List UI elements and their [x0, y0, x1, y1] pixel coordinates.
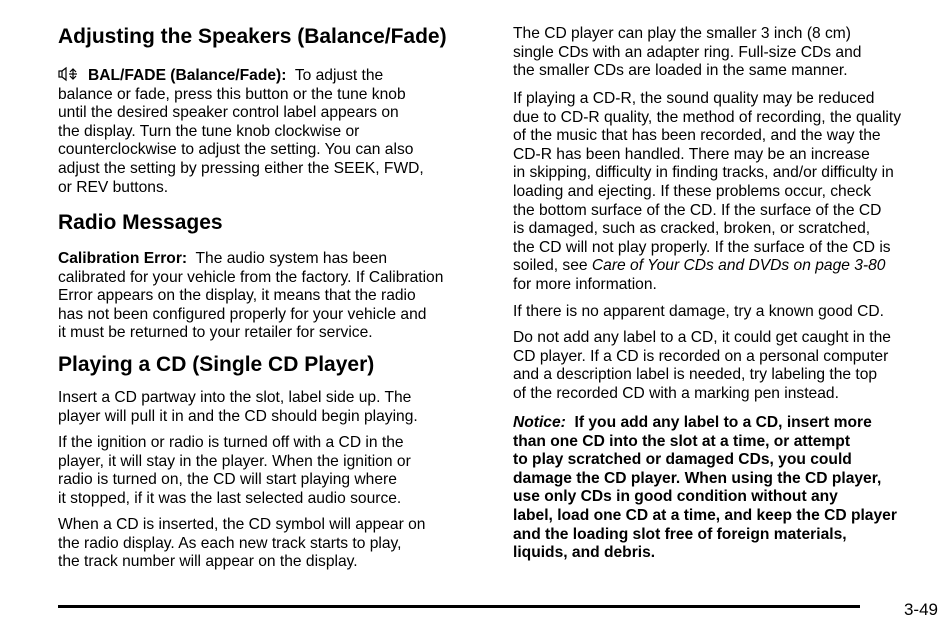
- cd-r-paragraph: If playing a CD-R, the sound quality may be reduced due to CD-R quality, the method of recording, the quality of the music that has been recorded, and the way the CD-R has been handled. There may be an increase in skipping, difficulty in finding tracks, and/or difficulty in loading and ejecting. If these problems occur, check the bottom surface of the CD. If the surface of the CD is damaged, such as cracked, broken, or scratched, the CD will not play properly. If the surface of the CD is soiled, see Care of Your CDs and DVDs on page 3-80 for more information.: [513, 90, 902, 293]
- no-damage-paragraph: If there is no apparent damage, try a known good CD.: [513, 303, 884, 320]
- radio-messages-heading: Radio Messages: [58, 211, 223, 234]
- footer-rule: [58, 605, 860, 608]
- notice-term: Notice:: [513, 414, 566, 431]
- notice-paragraph: Notice: If you add any label to a CD, insert more than one CD into the slot at a time, or attempt to play scratched or damaged CDs, you could damage the CD player. When using the CD player, use only CDs in good condition without any label, load one CD at a time, and keep the CD player and the loading slot free of foreign materials, liquids, and debris.: [513, 414, 897, 562]
- balfade-paragraph: BAL/FADE (Balance/Fade): To adjust the balance or fade, press this button or the tune knob until the desired speaker control label appears on the display. Turn the tune knob clockwise or counterclockwise to adjust the setting. You can also adjust the setting by pressing either the SEEK, FWD, or REV buttons.: [58, 67, 424, 196]
- playing-cd-heading: Playing a CD (Single CD Player): [58, 353, 375, 376]
- speaker-balance-icon: [58, 66, 80, 82]
- ignition-paragraph: If the ignition or radio is turned off with a CD in the player, it will stay in the player. When the ignition or radio is turned on, the CD will start playing where it stopped, if it was the last selected audio source.: [58, 434, 411, 507]
- care-of-cds-reference[interactable]: Care of Your CDs and DVDs on page 3-80: [591, 257, 886, 275]
- speakers-heading: Adjusting the Speakers (Balance/Fade): [58, 25, 447, 48]
- cd-size-paragraph: The CD player can play the smaller 3 inch (8 cm) single CDs with an adapter ring. Full-size CDs and the smaller CDs are loaded in the same manner.: [513, 25, 862, 80]
- cd-inserted-paragraph: When a CD is inserted, the CD symbol will appear on the radio display. As each new track starts to play, the track number will appear on the display.: [58, 516, 426, 571]
- page-number: 3-49: [903, 600, 938, 619]
- cd-label-paragraph: Do not add any label to a CD, it could get caught in the CD player. If a CD is recorded on a personal computer and a description label is needed, try labeling the top of the recorded CD with a marking pen instead.: [513, 329, 891, 402]
- calibration-paragraph: Calibration Error: The audio system has been calibrated for your vehicle from the factory. If Calibration Error appears on the display, it means that the radio has not been configured properly for your vehicle and it must be returned to your retailer for service.: [58, 250, 444, 342]
- calibration-term: Calibration Error:: [58, 250, 188, 267]
- balfade-term: BAL/FADE (Balance/Fade):: [88, 67, 287, 84]
- insert-cd-paragraph: Insert a CD partway into the slot, label side up. The player will pull it in and the CD should begin playing.: [58, 389, 418, 425]
